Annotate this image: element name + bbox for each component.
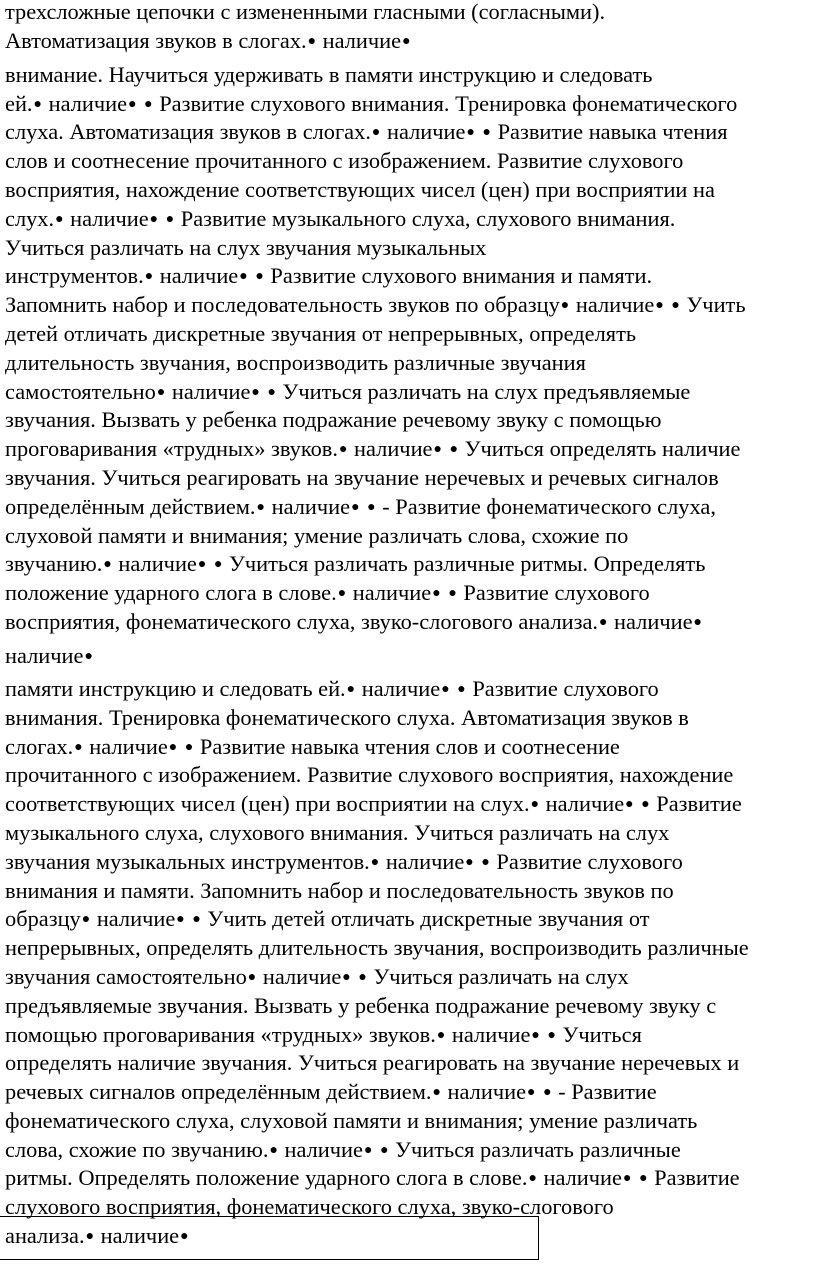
empty-table-cell xyxy=(0,1216,539,1260)
text-line: музыкального слуха, слухового внимания. Учиться различать на слух xyxy=(5,819,670,845)
document-body xyxy=(5,0,816,1251)
bullet-icon: ● xyxy=(267,384,276,400)
text-line: ритмы. Определять положение ударного слога в слове.● наличие● ● Развитие xyxy=(5,1165,740,1191)
bullet-icon: ● xyxy=(85,1229,95,1245)
bullet-icon: ● xyxy=(693,614,702,630)
text-line: слогах.● наличие● ● Развитие навыка чтения слов и соотнесение xyxy=(5,733,620,759)
bullet-icon: ● xyxy=(457,681,466,697)
text-line: восприятия, нахождение соответствующих чисел (цен) при восприятии на xyxy=(5,176,715,202)
text-line: восприятия, фонематического слуха, звуко-слогового анализа.● наличие● xyxy=(5,608,702,634)
text-line: Запомнить набор и последовательность звуков по образцу● наличие● ● Учить xyxy=(5,292,746,318)
text-line: инструментов.● наличие● ● Развитие слухового внимания и памяти. xyxy=(5,263,653,289)
bullet-icon: ● xyxy=(530,797,540,813)
bullet-icon: ● xyxy=(180,1229,189,1245)
text-line: слух.● наличие● ● Развитие музыкального слуха, слухового внимания. xyxy=(5,205,676,231)
bullet-icon: ● xyxy=(358,969,367,985)
bullet-icon: ● xyxy=(307,33,317,49)
bullet-icon: ● xyxy=(367,499,376,515)
bullet-icon: ● xyxy=(176,912,185,928)
text-line: определять наличие звучания. Учиться реагировать на звучание неречевых и xyxy=(5,1050,740,1076)
bullet-icon: ● xyxy=(528,1171,537,1187)
text-line: анализа.● наличие● xyxy=(5,1223,189,1249)
bullet-icon: ● xyxy=(81,912,91,928)
bullet-icon: ● xyxy=(622,1171,632,1187)
bullet-icon: ● xyxy=(165,211,175,227)
bullet-icon: ● xyxy=(197,557,207,573)
bullet-icon: ● xyxy=(441,681,450,697)
bullet-icon: ● xyxy=(449,442,459,458)
text-line: внимание. Научиться удерживать в памяти инструкцию и следовать xyxy=(5,61,653,87)
text-line: речевых сигналов определённым действием.● наличие● ● - Развитие xyxy=(5,1079,657,1105)
bullet-icon: ● xyxy=(74,739,83,755)
bullet-icon: ● xyxy=(269,1142,278,1158)
bullet-icon: ● xyxy=(363,1142,373,1158)
text-line: самостоятельно● наличие● ● Учиться различать на слух предъявляемые xyxy=(5,378,691,404)
text-line: непрерывных, определять длительность звучания, воспроизводить различные xyxy=(5,935,749,961)
bullet-icon: ● xyxy=(168,739,178,755)
bullet-icon: ● xyxy=(346,681,356,697)
bullet-icon: ● xyxy=(251,384,260,400)
text-line: положение ударного слога в слове.● наличие● ● Развитие слухового xyxy=(5,580,650,606)
bullet-icon: ● xyxy=(103,557,112,573)
bullet-icon: ● xyxy=(192,912,201,928)
bullet-icon: ● xyxy=(482,125,491,141)
bullet-icon: ● xyxy=(156,384,166,400)
text-line: длительность звучания, воспроизводить различные звучания xyxy=(5,349,586,375)
text-line: образцу● наличие● ● Учить детей отличать дискретные звучания от xyxy=(5,906,650,932)
text-line: слов и соотнесение прочитанного с изображением. Развитие слухового xyxy=(5,148,684,174)
bullet-icon: ● xyxy=(671,298,680,314)
bullet-icon: ● xyxy=(371,125,381,141)
text-line: звучанию.● наличие● ● Учиться различать различные ритмы. Определять xyxy=(5,551,706,577)
text-line: слуха. Автоматизация звуков в слогах.● наличие● ● Развитие навыка чтения xyxy=(5,119,728,145)
text-line: соответствующих чисел (цен) при восприятии на слух.● наличие● ● Развитие xyxy=(5,791,742,817)
bullet-icon: ● xyxy=(641,797,650,813)
text-line: слухового восприятия, фонематического слуха, звуко-слогового xyxy=(5,1194,614,1220)
text-line: ей.● наличие● ● Развитие слухового внимания. Тренировка фонематического xyxy=(5,90,738,116)
text-line: внимания. Тренировка фонематического слуха. Автоматизация звуков в xyxy=(5,704,689,730)
text-line: внимания и памяти. Запомнить набор и последовательность звуков по xyxy=(5,877,674,903)
text-line: наличие● xyxy=(5,642,93,668)
bullet-icon: ● xyxy=(465,854,474,870)
bullet-icon: ● xyxy=(239,269,248,285)
bullet-icon: ● xyxy=(338,442,348,458)
bullet-icon: ● xyxy=(144,96,153,112)
text-line: фонематического слуха, слуховой памяти и внимания; умение различать xyxy=(5,1107,698,1133)
bullet-icon: ● xyxy=(247,969,257,985)
bullet-icon: ● xyxy=(481,854,490,870)
bullet-icon: ● xyxy=(184,739,194,755)
text-line: слуховой памяти и внимания; умение различать слова, схожие по xyxy=(5,522,629,548)
bullet-icon: ● xyxy=(432,586,441,602)
text-line: Автоматизация звуков в слогах.● наличие● xyxy=(5,27,411,53)
bullet-icon: ● xyxy=(639,1171,648,1187)
bullet-icon: ● xyxy=(433,442,442,458)
text-line: звучания. Учиться реагировать на звучание неречевых и речевых сигналов xyxy=(5,464,719,490)
bullet-icon: ● xyxy=(149,211,159,227)
text-line: проговаривания «трудных» звуков.● наличие● ● Учиться определять наличие xyxy=(5,436,741,462)
text-line: памяти инструкцию и следовать ей.● наличие● ● Развитие слухового xyxy=(5,675,659,701)
bullet-icon: ● xyxy=(543,1085,552,1101)
bullet-icon: ● xyxy=(432,1085,441,1101)
bullet-icon: ● xyxy=(351,499,360,515)
bullet-icon: ● xyxy=(337,586,347,602)
bullet-icon: ● xyxy=(380,1142,389,1158)
text-line: звучания самостоятельно● наличие● ● Учиться различать на слух xyxy=(5,963,629,989)
text-line: помощью проговаривания «трудных» звуков.● наличие● ● Учиться xyxy=(5,1021,642,1047)
bullet-icon: ● xyxy=(598,614,608,630)
bullet-icon: ● xyxy=(436,1027,446,1043)
text-line: определённым действием.● наличие● ● - Развитие фонематического слуха, xyxy=(5,493,716,519)
bullet-icon: ● xyxy=(370,854,380,870)
bullet-icon: ● xyxy=(256,499,265,515)
bullet-icon: ● xyxy=(84,648,93,664)
bullet-icon: ● xyxy=(213,557,223,573)
text-line: прочитанного с изображением. Развитие слухового восприятия, нахождение xyxy=(5,762,734,788)
bullet-icon: ● xyxy=(466,125,475,141)
bullet-icon: ● xyxy=(625,797,634,813)
bullet-icon: ● xyxy=(342,969,351,985)
bullet-icon: ● xyxy=(560,298,570,314)
bullet-icon: ● xyxy=(255,269,264,285)
text-line: звучания музыкальных инструментов.● наличие● ● Развитие слухового xyxy=(5,848,683,874)
text-line: предъявляемые звучания. Вызвать у ребенка подражание речевому звуку с xyxy=(5,992,717,1018)
text-line: трехсложные цепочки с измененными гласными (согласными). xyxy=(5,0,606,24)
bullet-icon: ● xyxy=(402,33,411,49)
bullet-icon: ● xyxy=(55,211,64,227)
bullet-icon: ● xyxy=(144,269,154,285)
text-line: слова, схожие по звучанию.● наличие● ● Учиться различать различные xyxy=(5,1136,681,1162)
text-line: детей отличать дискретные звучания от непрерывных, определять xyxy=(5,320,637,346)
text-line: Учиться различать на слух звучания музыкальных xyxy=(5,234,487,260)
bullet-icon: ● xyxy=(655,298,664,314)
bullet-icon: ● xyxy=(531,1027,540,1043)
bullet-icon: ● xyxy=(128,96,137,112)
bullet-icon: ● xyxy=(33,96,42,112)
bullet-icon: ● xyxy=(448,586,457,602)
bullet-icon: ● xyxy=(547,1027,556,1043)
text-line: звучания. Вызвать у ребенка подражание речевому звуку с помощью xyxy=(5,407,662,433)
bullet-icon: ● xyxy=(527,1085,536,1101)
